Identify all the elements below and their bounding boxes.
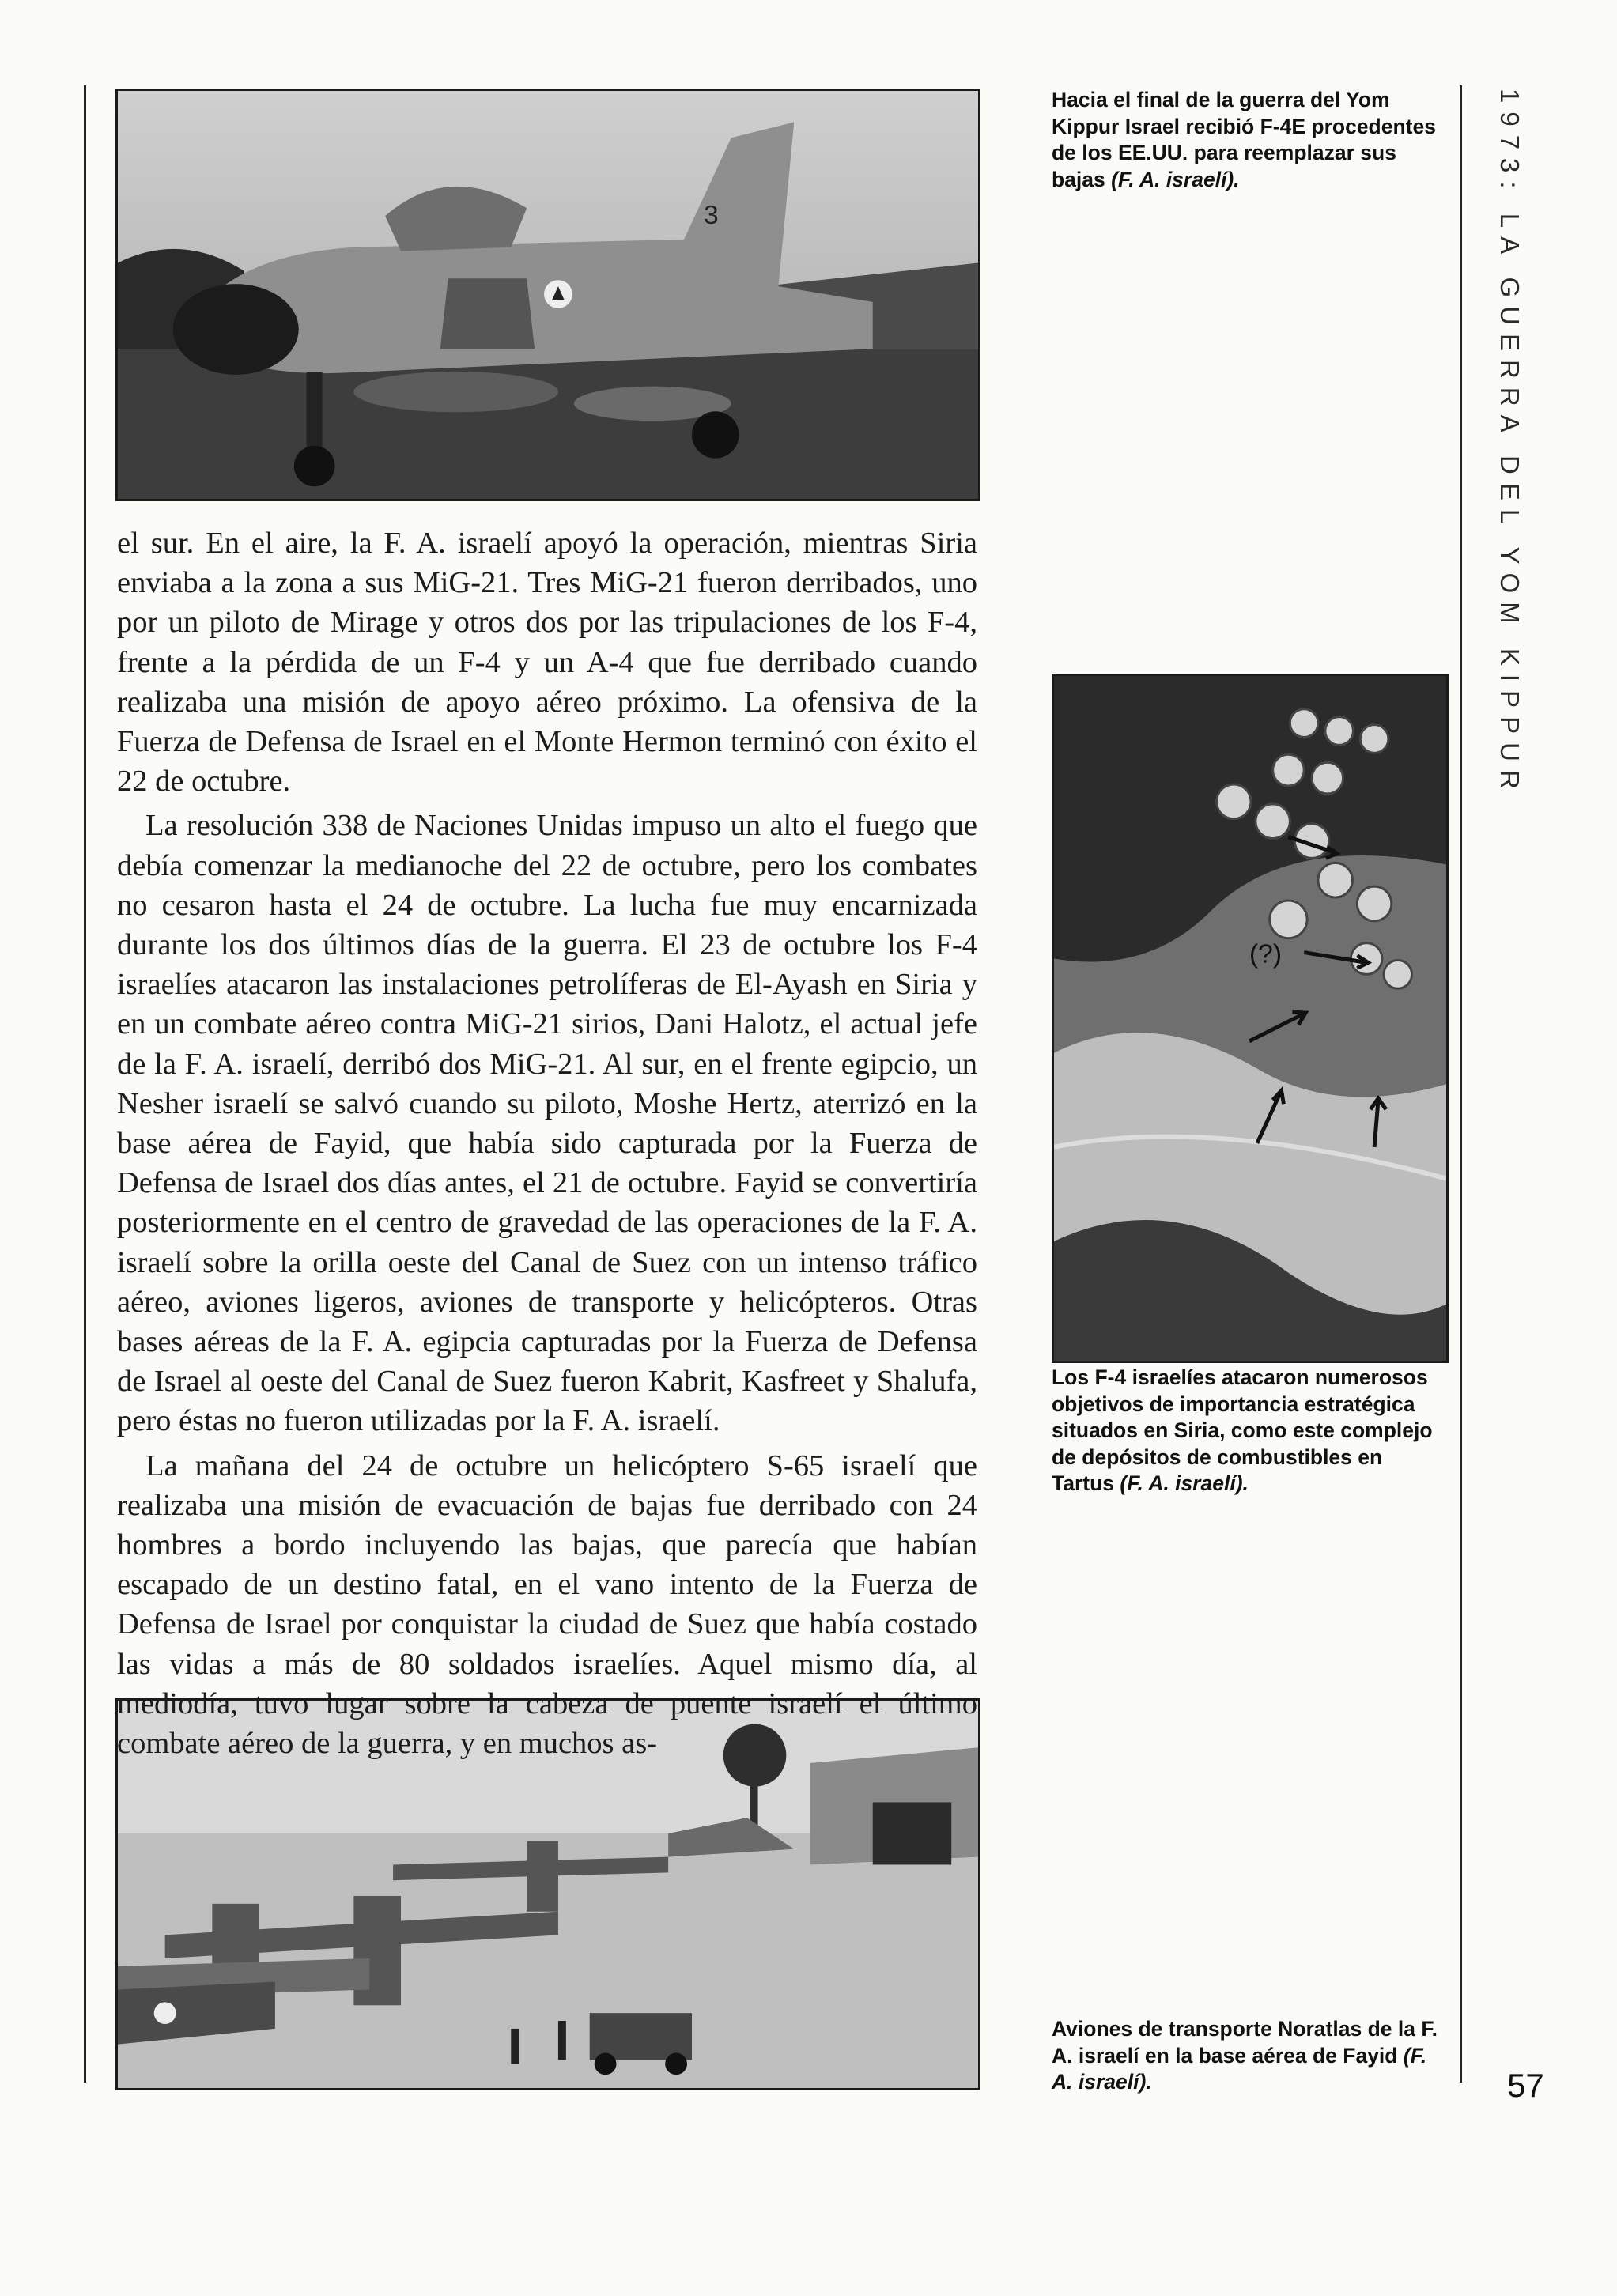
tartus-aerial-illustration — [1054, 676, 1446, 1361]
article-body — [117, 523, 977, 1763]
f4e-phantom-illustration — [118, 91, 978, 499]
caption-tartus-text: Los F-4 israelíes atacaron numerosos objetivos de importancia estratégica situados en Siria, como este complejo de depósitos de combustibles en Tartus — [1052, 1365, 1433, 1495]
body-paragraph-2: La resolución 338 de Naciones Unidas impuso un alto el fuego que debía comenzar la medianoche del 22 de octubre, pero los combates no cesaron hasta el 24 de octubre. La lucha fue muy encarnizada durante los dos últimos días de la guerra. El 23 de octubre los F-4 israelíes atacaron las instalaciones petrolíferas de El-Ayash en Siria y en un combate aéreo contra MiG-21 sirios, Dani Halotz, el actual jefe de la F. A. israelí, derribó dos MiG-21. Al sur, en el frente egipcio, un Nesher israelí se salvó cuando su piloto, Moshe Hertz, aterrizó en la base aérea de Fayid, que había sido capturada por la Fuerza de Defensa de Israel dos días antes, el 21 de octubre. Fayid se convertiría posteriormente en el centro de gravedad de las operaciones de la F. A. israelí sobre la orilla oeste del Canal de Suez con un intenso tráfico aéreo, aviones ligeros, aviones de transporte y helicópteros. Otras bases aéreas de la F. A. egipcia capturadas por la Fuerza de Defensa de Israel al oeste del Canal de Suez fueron Kabrit, Kasfreet y Shalufa, pero éstas no fueron utilizadas por la F. A. israelí. — [117, 809, 977, 1438]
caption-noratlas — [1052, 2016, 1447, 2096]
page-number: 57 — [1507, 2067, 1544, 2104]
svg-text:3: 3 — [703, 200, 719, 231]
body-paragraph-1: el sur. En el aire, la F. A. israelí apoyó la operación, mientras Siria enviaba a la zona a sus MiG-21. Tres MiG-21 fueron derribados, uno por un piloto de Mirage y otros dos por las tripulaciones de los F-4, frente a la pérdida de un F-4 y un A-4 que fue derribado cuando realizaba una misión de apoyo aéreo próximo. La ofensiva de la Fuerza de Defensa de Israel en el Monte Hermon terminó con éxito el 22 de octubre. — [117, 527, 977, 799]
body-paragraph-3: La mañana del 24 de octubre un helicóptero S-65 israelí que realizaba una misión de evacuación de bajas fue derribado con 24 hombres a bordo incluyendo las bajas, que parecía que habían escapado de un destino fatal, en el vano intento de la Fuerza de Defensa de Israel por conquistar la ciudad de Suez que había costado las vidas a más de 80 soldados israelíes. Aquel mismo día, al mediodía, tuvo lugar sobre la cabeza de puente israelí el último combate aéreo de la guerra, y en muchos as- — [117, 1448, 977, 1761]
caption-tartus — [1052, 1365, 1447, 1497]
caption-f4e-credit: (F. A. israelí). — [1111, 167, 1240, 191]
caption-f4e — [1052, 87, 1447, 193]
svg-text:(?): (?) — [1249, 939, 1283, 969]
tartus-aerial-photo — [1052, 674, 1449, 1363]
caption-tartus-credit: (F. A. israelí). — [1120, 1471, 1249, 1495]
caption-noratlas-text: Aviones de transporte Noratlas de la F. A. israelí en la base aérea de Fayid — [1052, 2017, 1438, 2068]
caption-f4e-text: Hacia el final de la guerra del Yom Kippur Israel recibió F-4E procedentes de los EE.UU. para reemplazar sus bajas — [1052, 88, 1436, 191]
left-margin-rule — [84, 85, 86, 2083]
caption-noratlas-credit: (F. A. israelí). — [1052, 2043, 1427, 2094]
running-title: 1973: LA GUERRA DEL YOM KIPPUR — [1495, 89, 1524, 798]
right-column-rule — [1460, 85, 1462, 2083]
f4e-phantom-photo — [115, 89, 980, 501]
